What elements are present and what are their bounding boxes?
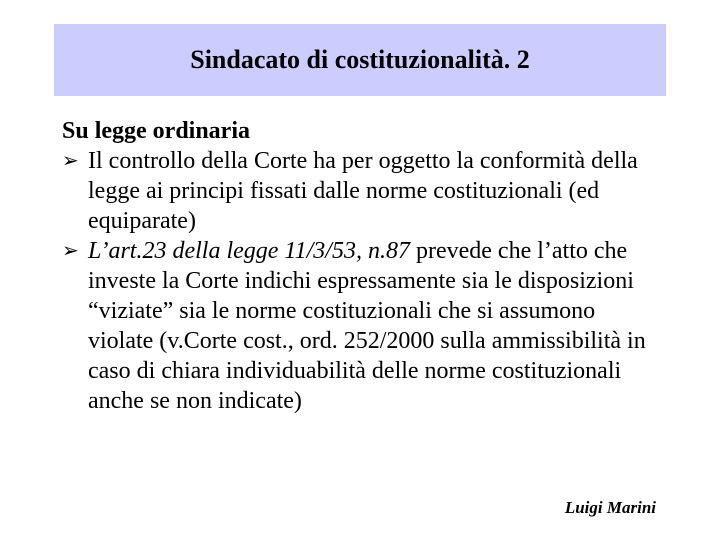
slide-title: Sindacato di costituzionalità. 2 (190, 45, 530, 74)
bullet-text: prevede che l’atto che investe la Corte indichi espressamente sia le disposizioni “viziate” sia le norme costituzionali che si assumono violate (v.Corte cost., ord. 252/2000 sulla ammissibilità in caso di chiara individuabilità delle norme costituzionali anche se non indicate) (88, 238, 646, 414)
bullet-text-wrap (88, 236, 662, 416)
bullet-item-2 (62, 236, 662, 416)
title-banner (54, 24, 666, 96)
bullet-text: Il controllo della Corte ha per oggetto la conformità della legge ai principi fissati dalle norme costituzionali (ed equiparate) (88, 148, 638, 234)
slide-body (62, 116, 662, 416)
section-subheading: Su legge ordinaria (62, 118, 251, 144)
bullet-emphasis: L’art.23 della legge 11/3/53, n.87 (88, 238, 410, 264)
bullet-item-1 (62, 146, 662, 236)
author-signature: Luigi Marini (564, 498, 656, 517)
arrow-bullet-icon: ➢ (62, 240, 79, 262)
arrow-bullet-icon: ➢ (62, 150, 79, 172)
